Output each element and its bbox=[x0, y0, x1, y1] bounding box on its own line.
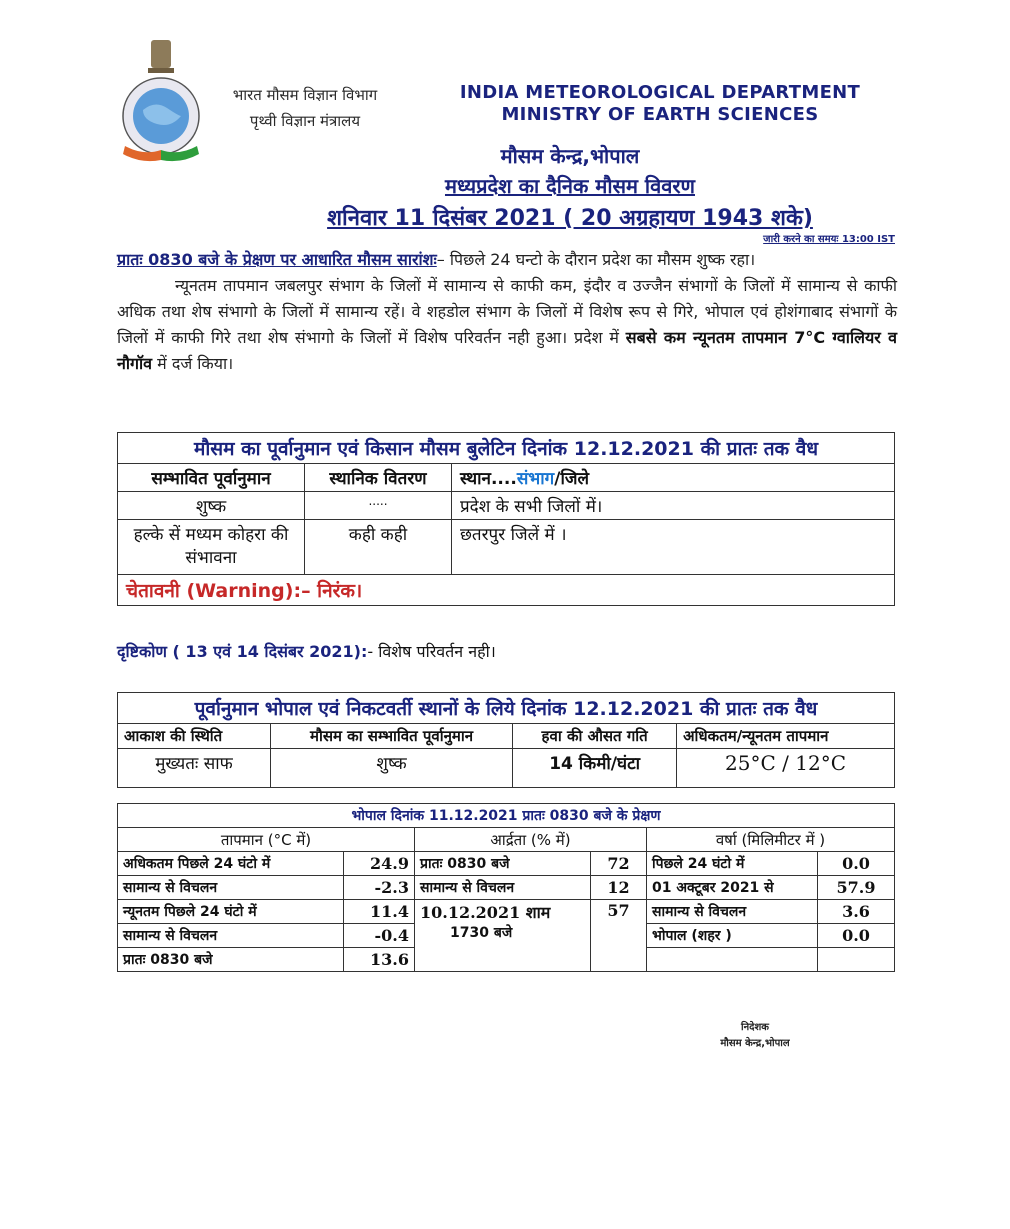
humidity-value: 12 bbox=[591, 876, 647, 900]
humidity-label bbox=[415, 900, 591, 972]
temp-label: सामान्य से विचलन bbox=[118, 924, 344, 948]
section-temperature: तापमान (°C में) bbox=[118, 828, 415, 852]
empty-cell bbox=[647, 948, 818, 972]
col-place bbox=[452, 464, 895, 492]
signature-office: मौसम केन्द्र,भोपाल bbox=[720, 1038, 790, 1049]
col-place-division: संभाग bbox=[516, 469, 555, 489]
temp-value: -2.3 bbox=[344, 876, 415, 900]
humidity-label: प्रातः 0830 बजे bbox=[415, 852, 591, 876]
col-max-min-temp: अधिकतम/न्यूनतम तापमान bbox=[677, 724, 895, 749]
hindi-org-line1: भारत मौसम विज्ञान विभाग bbox=[232, 86, 378, 104]
rain-value: 3.6 bbox=[818, 900, 895, 924]
humidity-label: सामान्य से विचलन bbox=[415, 876, 591, 900]
report-title: मध्यप्रदेश का दैनिक मौसम विवरण bbox=[444, 174, 695, 198]
observation-table bbox=[117, 803, 895, 972]
humidity-date: 10.12.2021 शाम bbox=[420, 903, 551, 922]
report-date: शनिवार 11 दिसंबर 2021 ( 20 अग्रहायण 1943 शके) bbox=[327, 206, 813, 231]
section-rainfall: वर्षा (मिलिमीटर में ) bbox=[647, 828, 895, 852]
temp-value: 13.6 bbox=[344, 948, 415, 972]
col-place-district: /जिले bbox=[554, 469, 589, 489]
hindi-org-name bbox=[205, 82, 405, 134]
table-row bbox=[118, 876, 895, 900]
rain-label: 01 अक्टूबर 2021 से bbox=[647, 876, 818, 900]
rain-label: सामान्य से विचलन bbox=[647, 900, 818, 924]
table-row bbox=[118, 749, 895, 788]
warning-text: चेतावनी (Warning):– निरंक। bbox=[118, 575, 895, 606]
forecast-table bbox=[117, 432, 895, 606]
weather-summary bbox=[117, 247, 897, 377]
expected-weather-value: शुष्क bbox=[270, 749, 512, 788]
hindi-org-line2: पृथ्वी विज्ञान मंत्रालय bbox=[249, 112, 361, 130]
rain-value: 57.9 bbox=[818, 876, 895, 900]
imd-emblem-logo-icon bbox=[115, 38, 207, 168]
table-row bbox=[118, 900, 895, 924]
col-distribution: स्थानिक वितरण bbox=[305, 464, 452, 492]
english-org-line2: MINISTRY OF EARTH SCIENCES bbox=[501, 104, 819, 125]
section-humidity: आर्द्रता (% में) bbox=[415, 828, 647, 852]
col-wind-speed: हवा की औसत गति bbox=[513, 724, 677, 749]
col-sky: आकाश की स्थिति bbox=[118, 724, 271, 749]
summary-lead: प्रातः 0830 बजे के प्रेक्षण पर आधारित मौसम सारांशः bbox=[117, 250, 437, 269]
humidity-value: 57 bbox=[591, 900, 647, 972]
summary-lead-text: – पिछले 24 घन्टो के दौरान प्रदेश का मौसम शुष्क रहा। bbox=[436, 250, 756, 269]
table-row bbox=[118, 492, 895, 520]
rain-label: पिछले 24 घंटो में bbox=[647, 852, 818, 876]
temp-value: 24.9 bbox=[344, 852, 415, 876]
summary-min-temp: सबसे कम न्यूनतम तापमान 7°C ग्वालियर व नौगॉव bbox=[117, 328, 897, 373]
bhopal-forecast-title: पूर्वानुमान भोपाल एवं निकटवर्ती स्थानों के लिये दिनांक 12.12.2021 की प्रातः तक वैध bbox=[118, 693, 895, 724]
forecast-cell: शुष्क bbox=[118, 492, 305, 520]
outlook bbox=[117, 640, 897, 662]
wind-speed-value: 14 किमी/घंटा bbox=[513, 749, 677, 788]
temp-value: -0.4 bbox=[344, 924, 415, 948]
temp-value: 11.4 bbox=[344, 900, 415, 924]
distribution-cell: कही कही bbox=[305, 520, 452, 575]
issue-time: जारी करने का समयः 13:00 IST bbox=[763, 234, 895, 245]
temp-label: अधिकतम पिछले 24 घंटो में bbox=[118, 852, 344, 876]
signature bbox=[690, 1020, 820, 1052]
col-place-prefix: स्थान.... bbox=[460, 469, 517, 489]
forecast-table-title: मौसम का पूर्वानुमान एवं किसान मौसम बुलेटिन दिनांक 12.12.2021 की प्रातः तक वैध bbox=[118, 433, 895, 464]
sky-value: मुख्यतः साफ bbox=[118, 749, 271, 788]
col-forecast: सम्भावित पूर्वानुमान bbox=[118, 464, 305, 492]
temp-label: न्यूनतम पिछले 24 घंटो में bbox=[118, 900, 344, 924]
outlook-text: - विशेष परिवर्तन नही। bbox=[367, 642, 496, 661]
table-row bbox=[118, 520, 895, 575]
signature-title: निदेशक bbox=[741, 1022, 769, 1033]
rain-label: भोपाल (शहर ) bbox=[647, 924, 818, 948]
distribution-cell: ..... bbox=[305, 492, 452, 520]
english-org-line1: INDIA METEOROLOGICAL DEPARTMENT bbox=[459, 82, 861, 103]
english-org-name bbox=[420, 82, 900, 126]
observation-title: भोपाल दिनांक 11.12.2021 प्रातः 0830 बजे के प्रेक्षण bbox=[118, 804, 895, 828]
humidity-value: 72 bbox=[591, 852, 647, 876]
max-min-temp-value: 25°C / 12°C bbox=[677, 749, 895, 788]
place-cell: छतरपुर जिलें में । bbox=[452, 520, 895, 575]
rain-value: 0.0 bbox=[818, 924, 895, 948]
table-row bbox=[118, 852, 895, 876]
outlook-label: दृष्टिकोण ( 13 एवं 14 दिसंबर 2021): bbox=[117, 642, 368, 661]
summary-body: न्यूनतम तापमान जबलपुर संभाग के जिलों में सामान्य से काफी कम, इंदौर व उज्जैन संभागों के जिलों में सामान्य से काफी अधिक तथा शेष संभागो के जिलों में सामान्य रहें। वे शहडोल संभाग के जिलों में विशेष रूप से गिरे, भोपाल एवं होशंगाबाद संभागों के जिलों में काफी गिरे तथा शेष संभागो के जिलों में विशेष परिवर्तन नही हुआ। प्रदेश में bbox=[117, 276, 897, 347]
humidity-time: 1730 बजे bbox=[450, 925, 513, 941]
temp-label: प्रातः 0830 बजे bbox=[118, 948, 344, 972]
forecast-cell: हल्के सें मध्यम कोहरा की संभावना bbox=[118, 520, 305, 575]
place-cell: प्रदेश के सभी जिलों में। bbox=[452, 492, 895, 520]
col-expected-weather: मौसम का सम्भावित पूर्वानुमान bbox=[270, 724, 512, 749]
rain-value: 0.0 bbox=[818, 852, 895, 876]
center-title: मौसम केन्द्र,भोपाल bbox=[500, 144, 640, 168]
bhopal-forecast-table bbox=[117, 692, 895, 788]
summary-end: में दर्ज किया। bbox=[152, 354, 234, 373]
temp-label: सामान्य से विचलन bbox=[118, 876, 344, 900]
empty-cell bbox=[818, 948, 895, 972]
